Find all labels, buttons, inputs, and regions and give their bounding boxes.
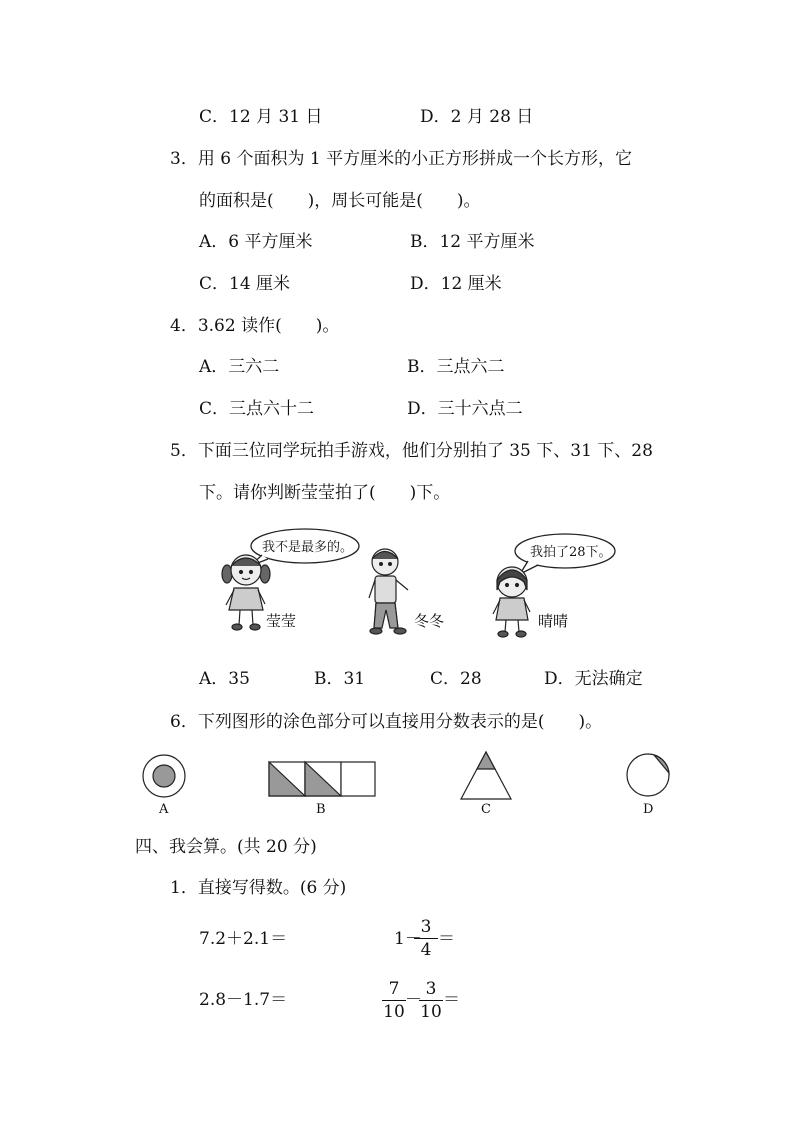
girl-qingqing-figure [493, 567, 530, 637]
expr-3: 2.8－1.7＝ [199, 990, 288, 1010]
expr-4-fraction-1 [382, 980, 406, 1021]
q2-option-c: C．12 月 31 日 [199, 107, 323, 127]
girl-yingying-figure [222, 555, 270, 630]
q3-option-b: B．12 平方厘米 [410, 232, 535, 252]
q4-option-b: B．三点六二 [407, 357, 505, 377]
figure-c-triangle [461, 752, 511, 799]
q4-stem: 4．3.62 读作( )。 [170, 316, 340, 336]
q5-stem-line1: 5．下面三位同学玩拍手游戏，他们分别拍了 35 下、31 下、28 [170, 441, 653, 461]
q2-option-d: D．2 月 28 日 [420, 107, 534, 127]
name-yingying: 莹莹 [266, 612, 297, 630]
section4-heading: 四、我会算。(共 20 分) [135, 837, 317, 857]
bubble-1-text: 我不是最多的。 [262, 540, 354, 555]
expr-4-operator: － [405, 990, 422, 1010]
expr-4-fraction-2 [419, 980, 443, 1021]
expr-4-numerator-2: 3 [425, 979, 437, 999]
expr-2-suffix: ＝ [438, 929, 455, 949]
expr-4-denominator-2: 10 [420, 1002, 442, 1022]
bubble-2-text: 我拍了28下。 [530, 545, 612, 560]
name-dongdong: 冬冬 [414, 612, 445, 630]
expr-4-suffix: ＝ [443, 990, 460, 1010]
figure-a-circles [143, 755, 185, 797]
figure-d-circle [627, 754, 669, 796]
q5-option-c: C．28 [430, 669, 482, 689]
q5-option-d: D．无法确定 [544, 669, 643, 689]
figure-c-label: C [481, 802, 491, 817]
q3-option-c: C．14 厘米 [199, 274, 291, 294]
q3-option-d: D．12 厘米 [410, 274, 502, 294]
q5-stem-line2: 下。请你判断莹莹拍了( )下。 [199, 483, 451, 503]
figure-b-squares [269, 762, 375, 796]
figure-d-label: D [643, 802, 654, 817]
q5-option-a: A．35 [199, 669, 250, 689]
figure-b-label: B [316, 802, 326, 817]
q4-option-d: D．三十六点二 [407, 399, 523, 419]
q4-option-a: A．三六二 [199, 357, 280, 377]
expr-2-denominator: 4 [420, 940, 432, 960]
boy-dongdong-figure [369, 549, 408, 634]
expr-2-fraction [414, 918, 438, 959]
q3-stem-line1: 3．用 6 个面积为 1 平方厘米的小正方形拼成一个长方形，它 [170, 149, 633, 169]
q3-stem-line2: 的面积是( )，周长可能是( )。 [199, 191, 481, 211]
expr-2-prefix: 1－ [394, 929, 422, 949]
q4-option-c: C．三点六十二 [199, 399, 315, 419]
name-qingqing: 晴晴 [538, 612, 569, 630]
expr-4-denominator-1: 10 [383, 1002, 405, 1022]
section4-sub1: 1．直接写得数。(6 分) [170, 878, 347, 898]
expr-2-numerator: 3 [420, 917, 432, 937]
q3-option-a: A．6 平方厘米 [199, 232, 313, 252]
expr-1: 7.2＋2.1＝ [199, 929, 288, 949]
expr-4-numerator-1: 7 [388, 979, 400, 999]
q5-option-b: B．31 [314, 669, 366, 689]
figure-a-label: A [159, 802, 169, 817]
q6-stem: 6．下列图形的涂色部分可以直接用分数表示的是( )。 [170, 712, 603, 732]
